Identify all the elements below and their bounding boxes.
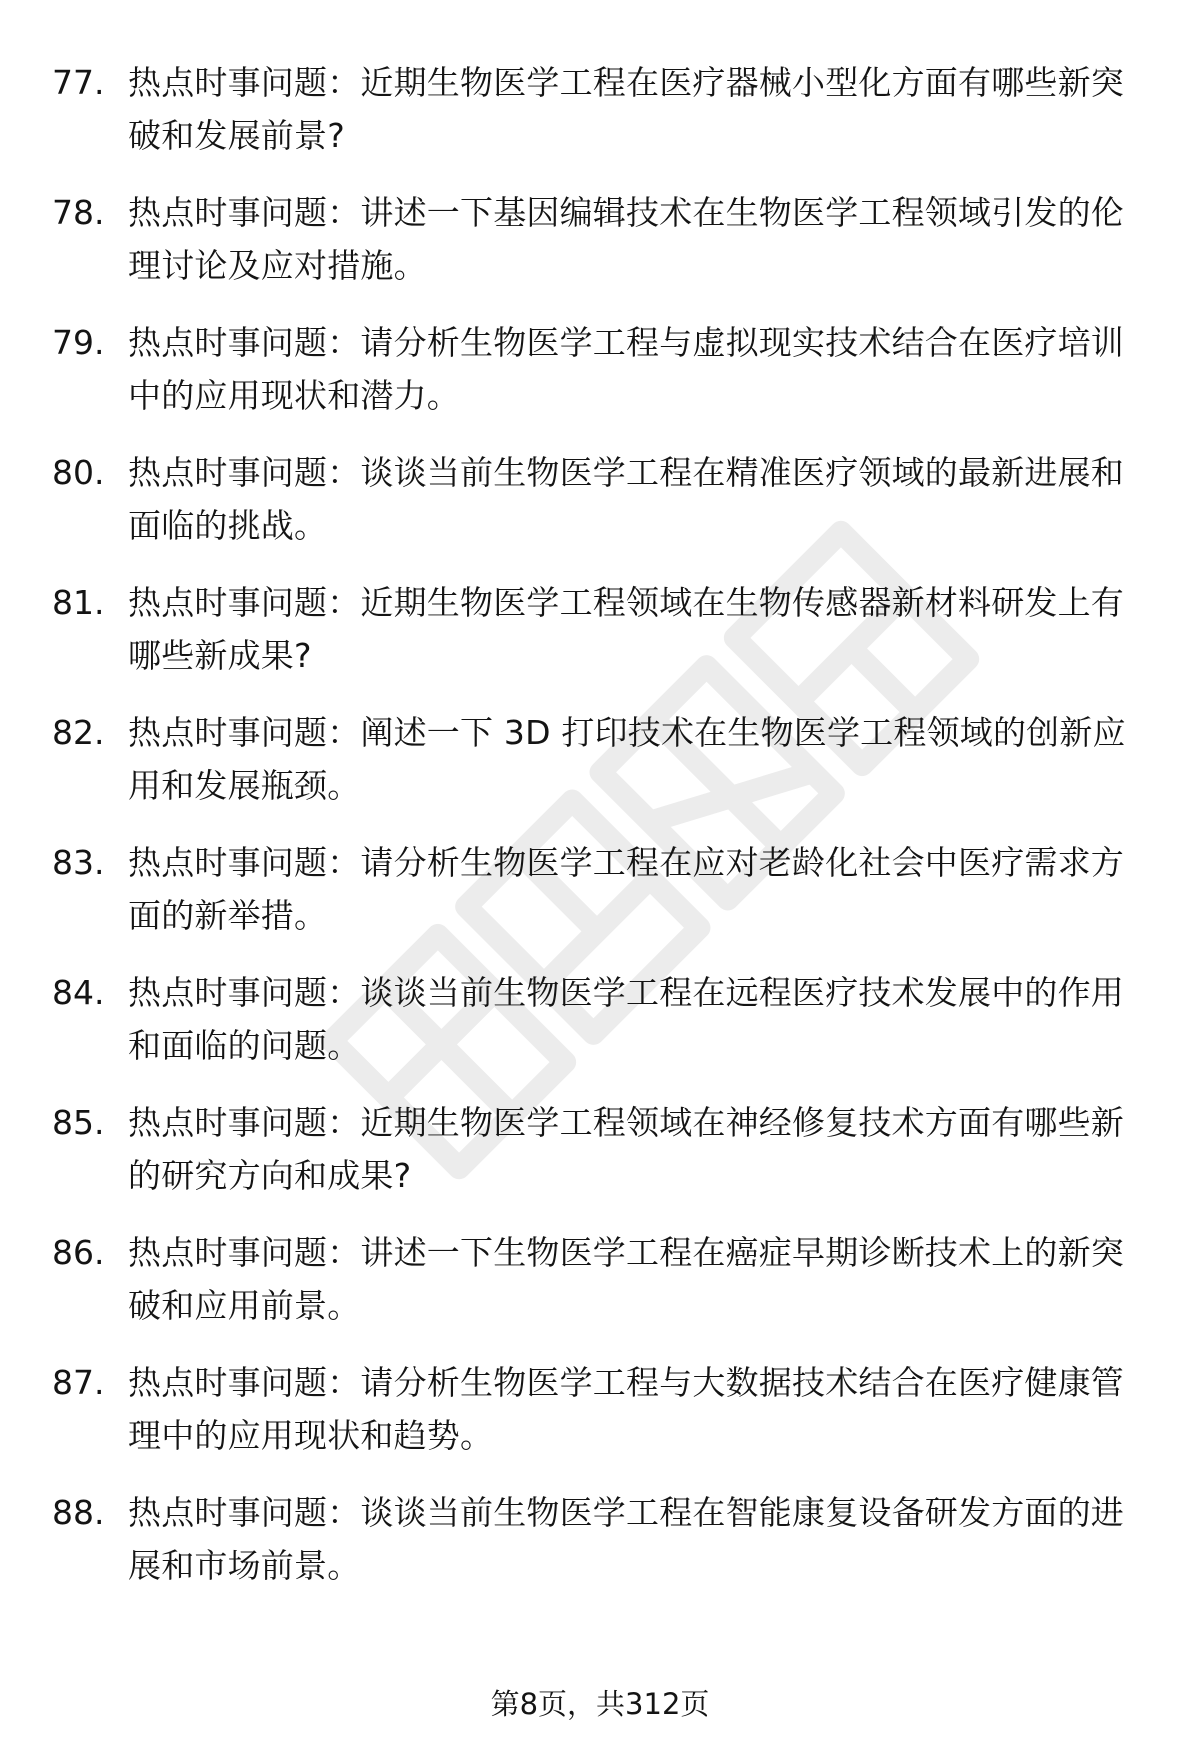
question-item bbox=[0, 1486, 1200, 1596]
question-text: 热点时事问题：近期生物医学工程领域在神经修复技术方面有哪些新的研究方向和成果? bbox=[128, 1103, 1124, 1195]
question-text: 热点时事问题：阐述一下 3D 打印技术在生物医学工程领域的创新应用和发展瓶颈。 bbox=[128, 713, 1126, 805]
question-item bbox=[0, 1096, 1200, 1206]
question-item bbox=[0, 576, 1200, 686]
question-item bbox=[0, 1226, 1200, 1336]
question-text: 热点时事问题：请分析生物医学工程与大数据技术结合在医疗健康管理中的应用现状和趋势。 bbox=[128, 1363, 1124, 1455]
question-number: 87. bbox=[52, 1363, 105, 1402]
question-number: 82. bbox=[52, 713, 105, 752]
question-number: 88. bbox=[52, 1493, 105, 1532]
question-number: 79. bbox=[52, 323, 105, 362]
question-number: 80. bbox=[52, 453, 105, 492]
question-item bbox=[0, 836, 1200, 946]
question-item bbox=[0, 966, 1200, 1076]
question-item bbox=[0, 706, 1200, 816]
question-number: 78. bbox=[52, 193, 105, 232]
question-number: 84. bbox=[52, 973, 105, 1012]
question-number: 81. bbox=[52, 583, 105, 622]
question-text: 热点时事问题：请分析生物医学工程与虚拟现实技术结合在医疗培训中的应用现状和潜力。 bbox=[128, 323, 1124, 415]
question-text: 热点时事问题：近期生物医学工程在医疗器械小型化方面有哪些新突破和发展前景? bbox=[128, 63, 1124, 155]
page-footer: 第8页，共312页 bbox=[490, 1687, 710, 1721]
question-text: 热点时事问题：近期生物医学工程领域在生物传感器新材料研发上有哪些新成果? bbox=[128, 583, 1124, 675]
question-item bbox=[0, 56, 1200, 166]
question-number: 77. bbox=[52, 63, 105, 102]
question-number: 86. bbox=[52, 1233, 105, 1272]
question-text: 热点时事问题：谈谈当前生物医学工程在精准医疗领域的最新进展和面临的挑战。 bbox=[128, 453, 1124, 545]
question-text: 热点时事问题：讲述一下生物医学工程在癌症早期诊断技术上的新突破和应用前景。 bbox=[128, 1233, 1124, 1325]
question-text: 热点时事问题：谈谈当前生物医学工程在远程医疗技术发展中的作用和面临的问题。 bbox=[128, 973, 1124, 1065]
question-text: 热点时事问题：谈谈当前生物医学工程在智能康复设备研发方面的进展和市场前景。 bbox=[128, 1493, 1124, 1585]
question-text: 热点时事问题：请分析生物医学工程在应对老龄化社会中医疗需求方面的新举措。 bbox=[128, 843, 1124, 935]
question-item bbox=[0, 186, 1200, 296]
question-number: 85. bbox=[52, 1103, 105, 1142]
question-item bbox=[0, 1356, 1200, 1466]
question-item bbox=[0, 316, 1200, 426]
question-item bbox=[0, 446, 1200, 556]
question-text: 热点时事问题：讲述一下基因编辑技术在生物医学工程领域引发的伦理讨论及应对措施。 bbox=[128, 193, 1124, 285]
question-number: 83. bbox=[52, 843, 105, 882]
